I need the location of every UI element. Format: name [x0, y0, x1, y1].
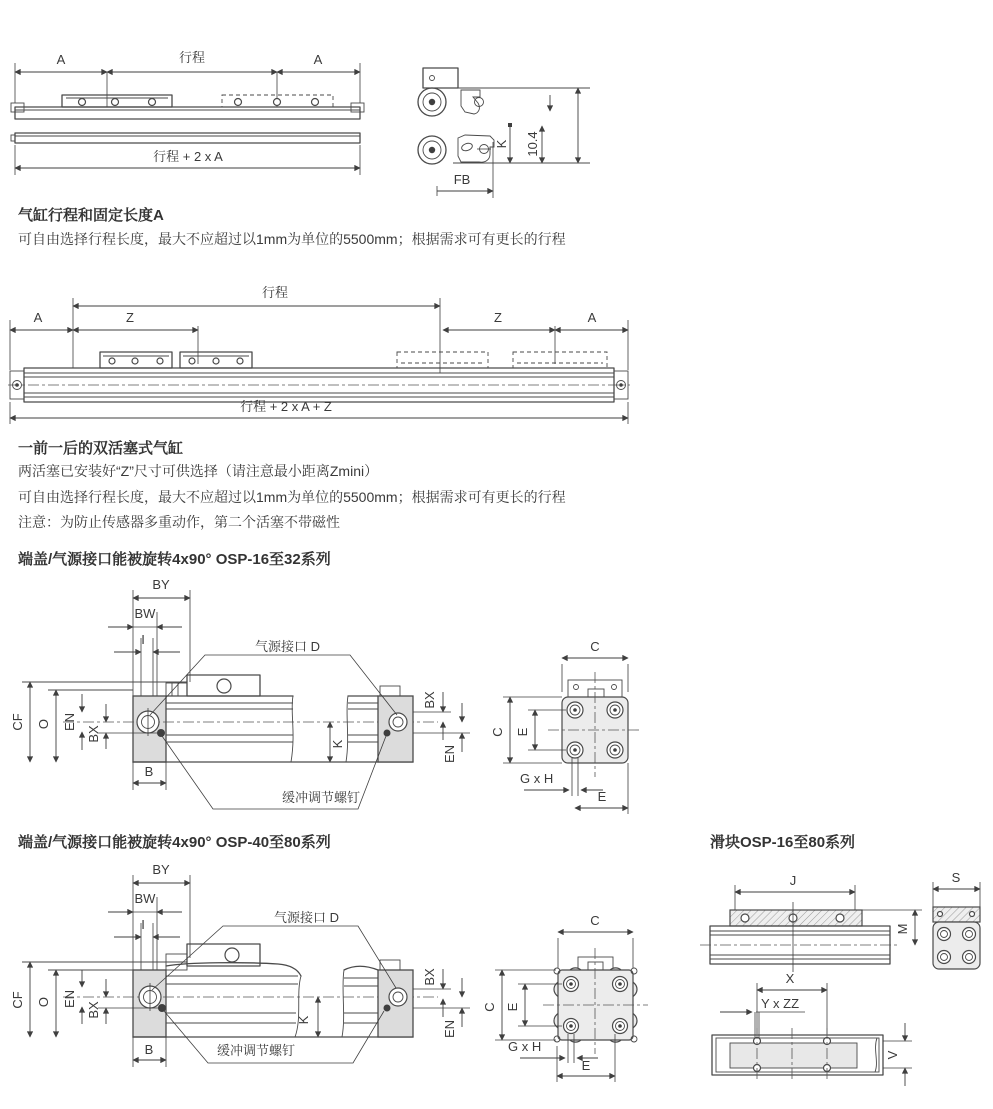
- piston-slider-dashed: [222, 95, 333, 107]
- slider-tab: [578, 957, 613, 970]
- dim-label-gxh: G x H: [508, 1039, 542, 1054]
- end-view: [482, 913, 648, 1082]
- endcap-small-diagram: [8, 572, 688, 830]
- dim-label-total: 行程 + 2 x A: [153, 149, 223, 164]
- total-length-dimension: [10, 399, 628, 424]
- cushion-screw-callout: [162, 736, 386, 809]
- dim-label-e-bottom: E: [597, 789, 607, 804]
- dim-label-a-right: A: [313, 52, 323, 67]
- dim-label-k: K: [494, 139, 509, 149]
- dim-label-s: S: [951, 870, 961, 885]
- tandem-cylinder-diagram: [8, 278, 658, 428]
- upper-clamp: [461, 90, 484, 114]
- single-cylinder-side-view: [395, 50, 600, 205]
- single-cylinder-diagram: [8, 45, 393, 195]
- dim-label-stroke: 行程: [261, 285, 289, 300]
- dim-label-fb: FB: [453, 172, 471, 187]
- endcap-large-heading: 端盖/气源接口能被旋转4x90° OSP-40至80系列: [18, 834, 331, 851]
- bw-dimension: [108, 891, 182, 970]
- dim-label-i: I: [141, 917, 145, 932]
- dim-label-total: 行程 + 2 x A + Z: [240, 399, 332, 414]
- dim-label-by: BY: [152, 577, 170, 592]
- cf-dimension: [10, 962, 30, 1037]
- o-dimension: [36, 690, 56, 762]
- e-bottom-dimension: [557, 1034, 615, 1082]
- dim-label-v: V: [885, 1050, 900, 1060]
- dim-label-z-right: Z: [494, 310, 502, 325]
- dim-label-e-side: E: [505, 1002, 520, 1012]
- e-bottom-dimension: [575, 763, 628, 814]
- dim-label-k: K: [296, 1015, 311, 1025]
- o-dimension: [36, 970, 56, 1037]
- k-dimension: [330, 722, 345, 762]
- slider-heading: 滑块OSP-16至80系列: [710, 834, 856, 851]
- dim-label-gxh: G x H: [520, 771, 554, 786]
- dim-label-i: I: [141, 632, 145, 647]
- left-dimension-chain: [10, 310, 198, 370]
- height-10-4-dimension: [525, 126, 542, 163]
- dim-label-c-top: C: [590, 913, 600, 928]
- tandem-heading: 一前一后的双活塞式气缸: [18, 440, 184, 457]
- dim-label-b: B: [144, 764, 154, 779]
- dim-label-o: O: [36, 718, 51, 730]
- dim-label-c-top: C: [590, 639, 600, 654]
- piston-slider-dashed-1: [397, 352, 488, 368]
- dim-label-cf: CF: [10, 991, 25, 1009]
- piston-slider-dashed-2: [513, 352, 607, 368]
- cylinder-body: [8, 368, 630, 402]
- dim-label-en-right: EN: [442, 744, 457, 764]
- dim-label-yzz: Y x ZZ: [761, 996, 800, 1011]
- tandem-body-1: 两活塞已安装好“Z”尺寸可供选择（请注意最小距离Zmini）: [18, 463, 379, 479]
- piston-slider-solid: [62, 95, 172, 107]
- cf-dimension: [10, 682, 30, 762]
- opposite-end-cap: [342, 960, 413, 1037]
- bw-dimension: [108, 606, 182, 696]
- bx-right-dimension: [413, 968, 451, 1017]
- dim-label-c-side: C: [482, 1002, 497, 1012]
- lower-roller: [418, 136, 446, 164]
- piston-slider-solid-1: [100, 352, 172, 368]
- dim-label-e-bottom: E: [581, 1058, 591, 1073]
- dim-label-en: EN: [62, 989, 77, 1009]
- dim-label-x: X: [785, 971, 795, 986]
- j-dimension: [735, 873, 855, 910]
- dim-label-e-side: E: [515, 727, 530, 737]
- dim-label-bx: BX: [86, 725, 101, 743]
- dim-label-bw: BW: [134, 606, 156, 621]
- dim-label-a-left: A: [56, 52, 66, 67]
- dim-label-bw: BW: [134, 891, 156, 906]
- cushion-screw-label: 缓冲调节螺钉: [282, 790, 361, 805]
- b-dimension: [133, 762, 166, 790]
- upper-roller: [418, 88, 446, 116]
- dim-label-en-right: EN: [442, 1019, 457, 1039]
- m-dimension: [862, 910, 922, 945]
- cylinder-tube-profile: [11, 133, 360, 143]
- dim-label-stroke: 行程: [178, 50, 206, 65]
- stroke-dimension: [73, 285, 440, 373]
- dim-label-bx-right: BX: [422, 691, 437, 709]
- dim-label-bx-right: BX: [422, 968, 437, 986]
- k-dimension: [296, 997, 318, 1037]
- slider-bar: [730, 910, 862, 926]
- end-view: [490, 639, 642, 814]
- dim-label-z-left: Z: [126, 310, 134, 325]
- stroke-length-heading: 气缸行程和固定长度A: [18, 207, 164, 224]
- piston-slider-solid-2: [180, 352, 252, 368]
- dim-label-10-4: 10.4: [525, 131, 540, 157]
- dim-label-a-left: A: [33, 310, 43, 325]
- mount-block: [423, 68, 458, 88]
- endcap-small-heading: 端盖/气源接口能被旋转4x90° OSP-16至32系列: [18, 551, 331, 568]
- endcap-large-diagram: [8, 858, 688, 1105]
- dim-label-bx: BX: [86, 1001, 101, 1019]
- tandem-body-2: 可自由选择行程长度，最大不应超过以1mm为单位的5500mm；根据需求可有更长的行程: [18, 489, 566, 505]
- gxh-dimension: [520, 758, 603, 796]
- rail-top-view: [712, 1028, 883, 1082]
- cushion-screw-label: 缓冲调节螺钉: [217, 1043, 296, 1058]
- dim-label-k: K: [330, 739, 345, 749]
- right-dimension-chain: [443, 310, 628, 370]
- dim-label-j: J: [789, 873, 797, 888]
- lower-clamp: [458, 135, 494, 162]
- cushion-screw-dot: [157, 729, 165, 737]
- v-dimension: [883, 1023, 912, 1086]
- dim-label-a-right: A: [587, 310, 597, 325]
- k-dimension: [494, 123, 512, 163]
- stroke-length-body: 可自由选择行程长度，最大不应超过以1mm为单位的5500mm；根据需求可有更长的行程: [18, 231, 566, 247]
- dim-label-en: EN: [62, 712, 77, 732]
- tandem-body-3: 注意：为防止传感器多重动作，第二个活塞不带磁性: [18, 514, 340, 530]
- dim-label-m: M: [895, 923, 910, 935]
- dim-label-c-side: C: [490, 727, 505, 737]
- cylinder-body: [11, 103, 364, 119]
- en-right-dimension: [413, 978, 470, 1038]
- dim-label-cf: CF: [10, 713, 25, 731]
- slider-end-view: [933, 907, 980, 969]
- b-dimension: [133, 1037, 166, 1067]
- s-dimension: [933, 870, 980, 907]
- total-length-dimension: [15, 145, 360, 175]
- slider-diagram: [700, 862, 993, 1109]
- dim-label-by: BY: [152, 862, 170, 877]
- air-port-label: 气源接口 D: [255, 639, 321, 654]
- air-port-label: 气源接口 D: [274, 910, 340, 925]
- dim-label-b: B: [144, 1042, 154, 1057]
- dim-label-o: O: [36, 996, 51, 1008]
- opposite-end-cap: [346, 686, 413, 762]
